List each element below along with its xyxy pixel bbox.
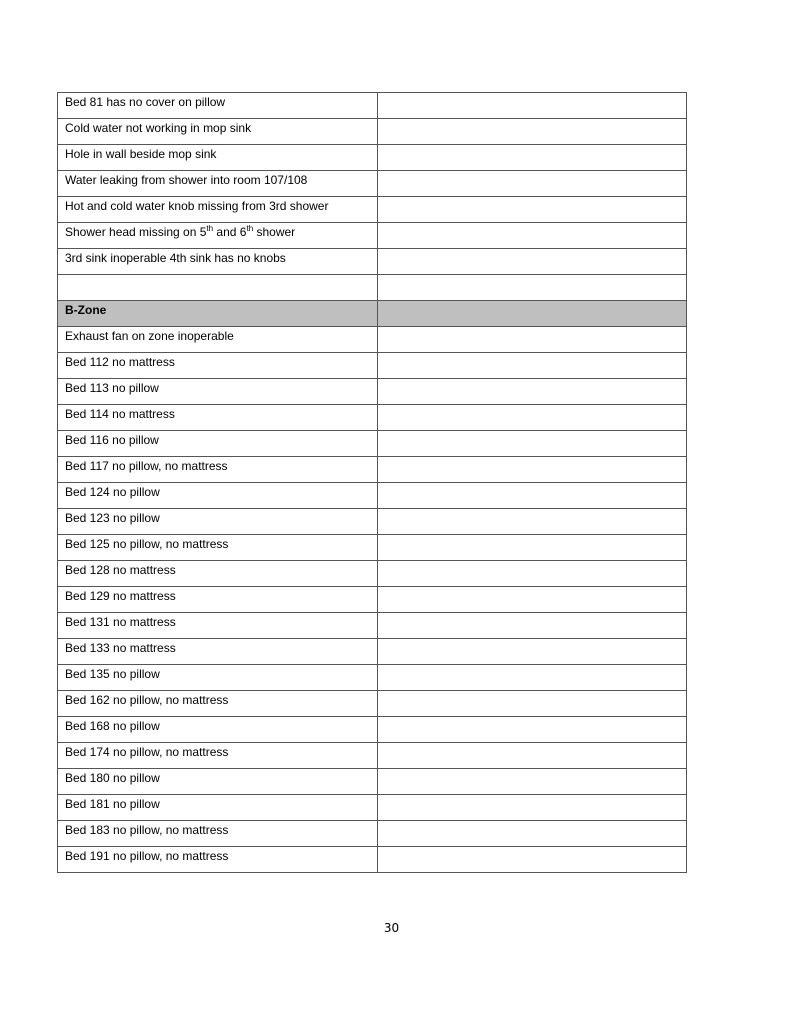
table-row [58,249,687,275]
table-row [58,561,687,587]
item-cell: Bed 124 no pillow [58,483,378,509]
note-cell [378,353,687,379]
section-header-blank [378,301,687,327]
item-text-part: Shower head missing on 5 [65,225,207,239]
item-text-part: and 6 [213,225,247,239]
item-cell: Bed 113 no pillow [58,379,378,405]
note-cell [378,665,687,691]
table-row [58,327,687,353]
item-cell: 3rd sink inoperable 4th sink has no knobs [58,249,378,275]
table-row [58,379,687,405]
note-cell [378,561,687,587]
table-row [58,613,687,639]
item-cell: Bed 128 no mattress [58,561,378,587]
table-row [58,353,687,379]
table-row [58,431,687,457]
table-row [58,405,687,431]
note-cell [378,691,687,717]
table-row [58,639,687,665]
note-cell [378,795,687,821]
note-cell [378,145,687,171]
note-cell [378,639,687,665]
table-row [58,821,687,847]
item-cell: Exhaust fan on zone inoperable [58,327,378,353]
note-cell [378,171,687,197]
table-row [58,145,687,171]
item-cell: Bed 116 no pillow [58,431,378,457]
item-cell: Bed 81 has no cover on pillow [58,93,378,119]
note-cell [378,249,687,275]
item-cell: Bed 183 no pillow, no mattress [58,821,378,847]
item-cell: Bed 180 no pillow [58,769,378,795]
table-row [58,847,687,873]
note-cell [378,327,687,353]
item-cell: Bed 133 no mattress [58,639,378,665]
table-row [58,171,687,197]
note-cell [378,535,687,561]
item-cell: Bed 125 no pillow, no mattress [58,535,378,561]
note-cell [378,743,687,769]
item-text-part: shower [253,225,296,239]
note-cell [378,405,687,431]
section-header-row [58,301,687,327]
item-cell: Bed 135 no pillow [58,665,378,691]
note-cell [378,275,687,301]
item-cell: Hot and cold water knob missing from 3rd shower [58,197,378,223]
table-row [58,769,687,795]
deficiency-table [57,92,687,873]
table-row [58,665,687,691]
table-row [58,119,687,145]
note-cell [378,197,687,223]
note-cell [378,847,687,873]
item-cell: Bed 174 no pillow, no mattress [58,743,378,769]
note-cell [378,457,687,483]
item-cell: Bed 129 no mattress [58,587,378,613]
item-cell: Bed 168 no pillow [58,717,378,743]
note-cell [378,769,687,795]
note-cell [378,509,687,535]
note-cell [378,717,687,743]
note-cell [378,93,687,119]
item-cell: Cold water not working in mop sink [58,119,378,145]
note-cell [378,613,687,639]
table-row [58,743,687,769]
superscript: th [206,224,214,233]
note-cell [378,431,687,457]
table-row [58,587,687,613]
deficiency-table-wrapper [57,92,686,873]
table-row [58,509,687,535]
item-cell [58,275,378,301]
item-cell: Bed 114 no mattress [58,405,378,431]
item-cell: Bed 191 no pillow, no mattress [58,847,378,873]
table-row [58,223,687,249]
table-row [58,197,687,223]
note-cell [378,587,687,613]
note-cell [378,223,687,249]
item-cell [58,223,378,249]
item-cell: Bed 123 no pillow [58,509,378,535]
item-cell: Bed 131 no mattress [58,613,378,639]
table-row [58,483,687,509]
item-cell: Bed 117 no pillow, no mattress [58,457,378,483]
table-row [58,93,687,119]
table-row [58,457,687,483]
superscript: th [246,224,254,233]
note-cell [378,119,687,145]
item-cell: Bed 162 no pillow, no mattress [58,691,378,717]
item-cell: Bed 181 no pillow [58,795,378,821]
table-row [58,691,687,717]
table-row [58,795,687,821]
table-row [58,535,687,561]
table-row [58,717,687,743]
note-cell [378,379,687,405]
page-number: 30 [383,921,400,935]
note-cell [378,821,687,847]
item-cell: Bed 112 no mattress [58,353,378,379]
note-cell [378,483,687,509]
table-row [58,275,687,301]
item-cell: Water leaking from shower into room 107/108 [58,171,378,197]
item-cell: Hole in wall beside mop sink [58,145,378,171]
section-title: B-Zone [58,301,378,327]
